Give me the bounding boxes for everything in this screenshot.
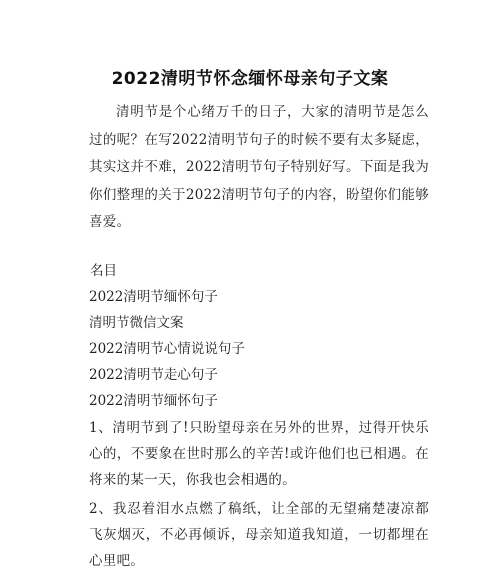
toc-heading: 名目 bbox=[90, 263, 117, 279]
toc-item: 2022清明节心情说说句子 bbox=[89, 341, 245, 357]
toc-item: 清明节微信文案 bbox=[89, 315, 184, 331]
body-section bbox=[89, 415, 429, 577]
body-paragraph: 2、我忍着泪水点燃了稿纸，让全部的无望痛楚凄凉都飞灰烟灭，不必再倾诉，母亲知道我知道，一切都埋在心里吧。 bbox=[89, 501, 429, 569]
document-title: 2022清明节怀念缅怀母亲句子文案 bbox=[111, 69, 389, 89]
table-of-contents bbox=[89, 258, 419, 414]
body-paragraph: 1、清明节到了!只盼望母亲在另外的世界，过得开快乐心的，不要象在世时那么的辛苦!或许他们也已相遇。在将来的某一天，你我也会相遇的。 bbox=[89, 420, 429, 488]
intro-paragraph: 清明节是个心绪万千的日子，大家的清明节是怎么过的呢？在写2022清明节句子的时候不要有太多疑虑，其实这并不难，2022清明节句子特别好写。下面是我为你们整理的关于2022清明节句子的内容，盼望你们能够喜爱。 bbox=[89, 104, 429, 230]
toc-item: 2022清明节缅怀句子 bbox=[89, 289, 218, 305]
toc-item: 2022清明节缅怀句子 bbox=[89, 393, 218, 409]
toc-item: 2022清明节走心句子 bbox=[89, 367, 218, 383]
